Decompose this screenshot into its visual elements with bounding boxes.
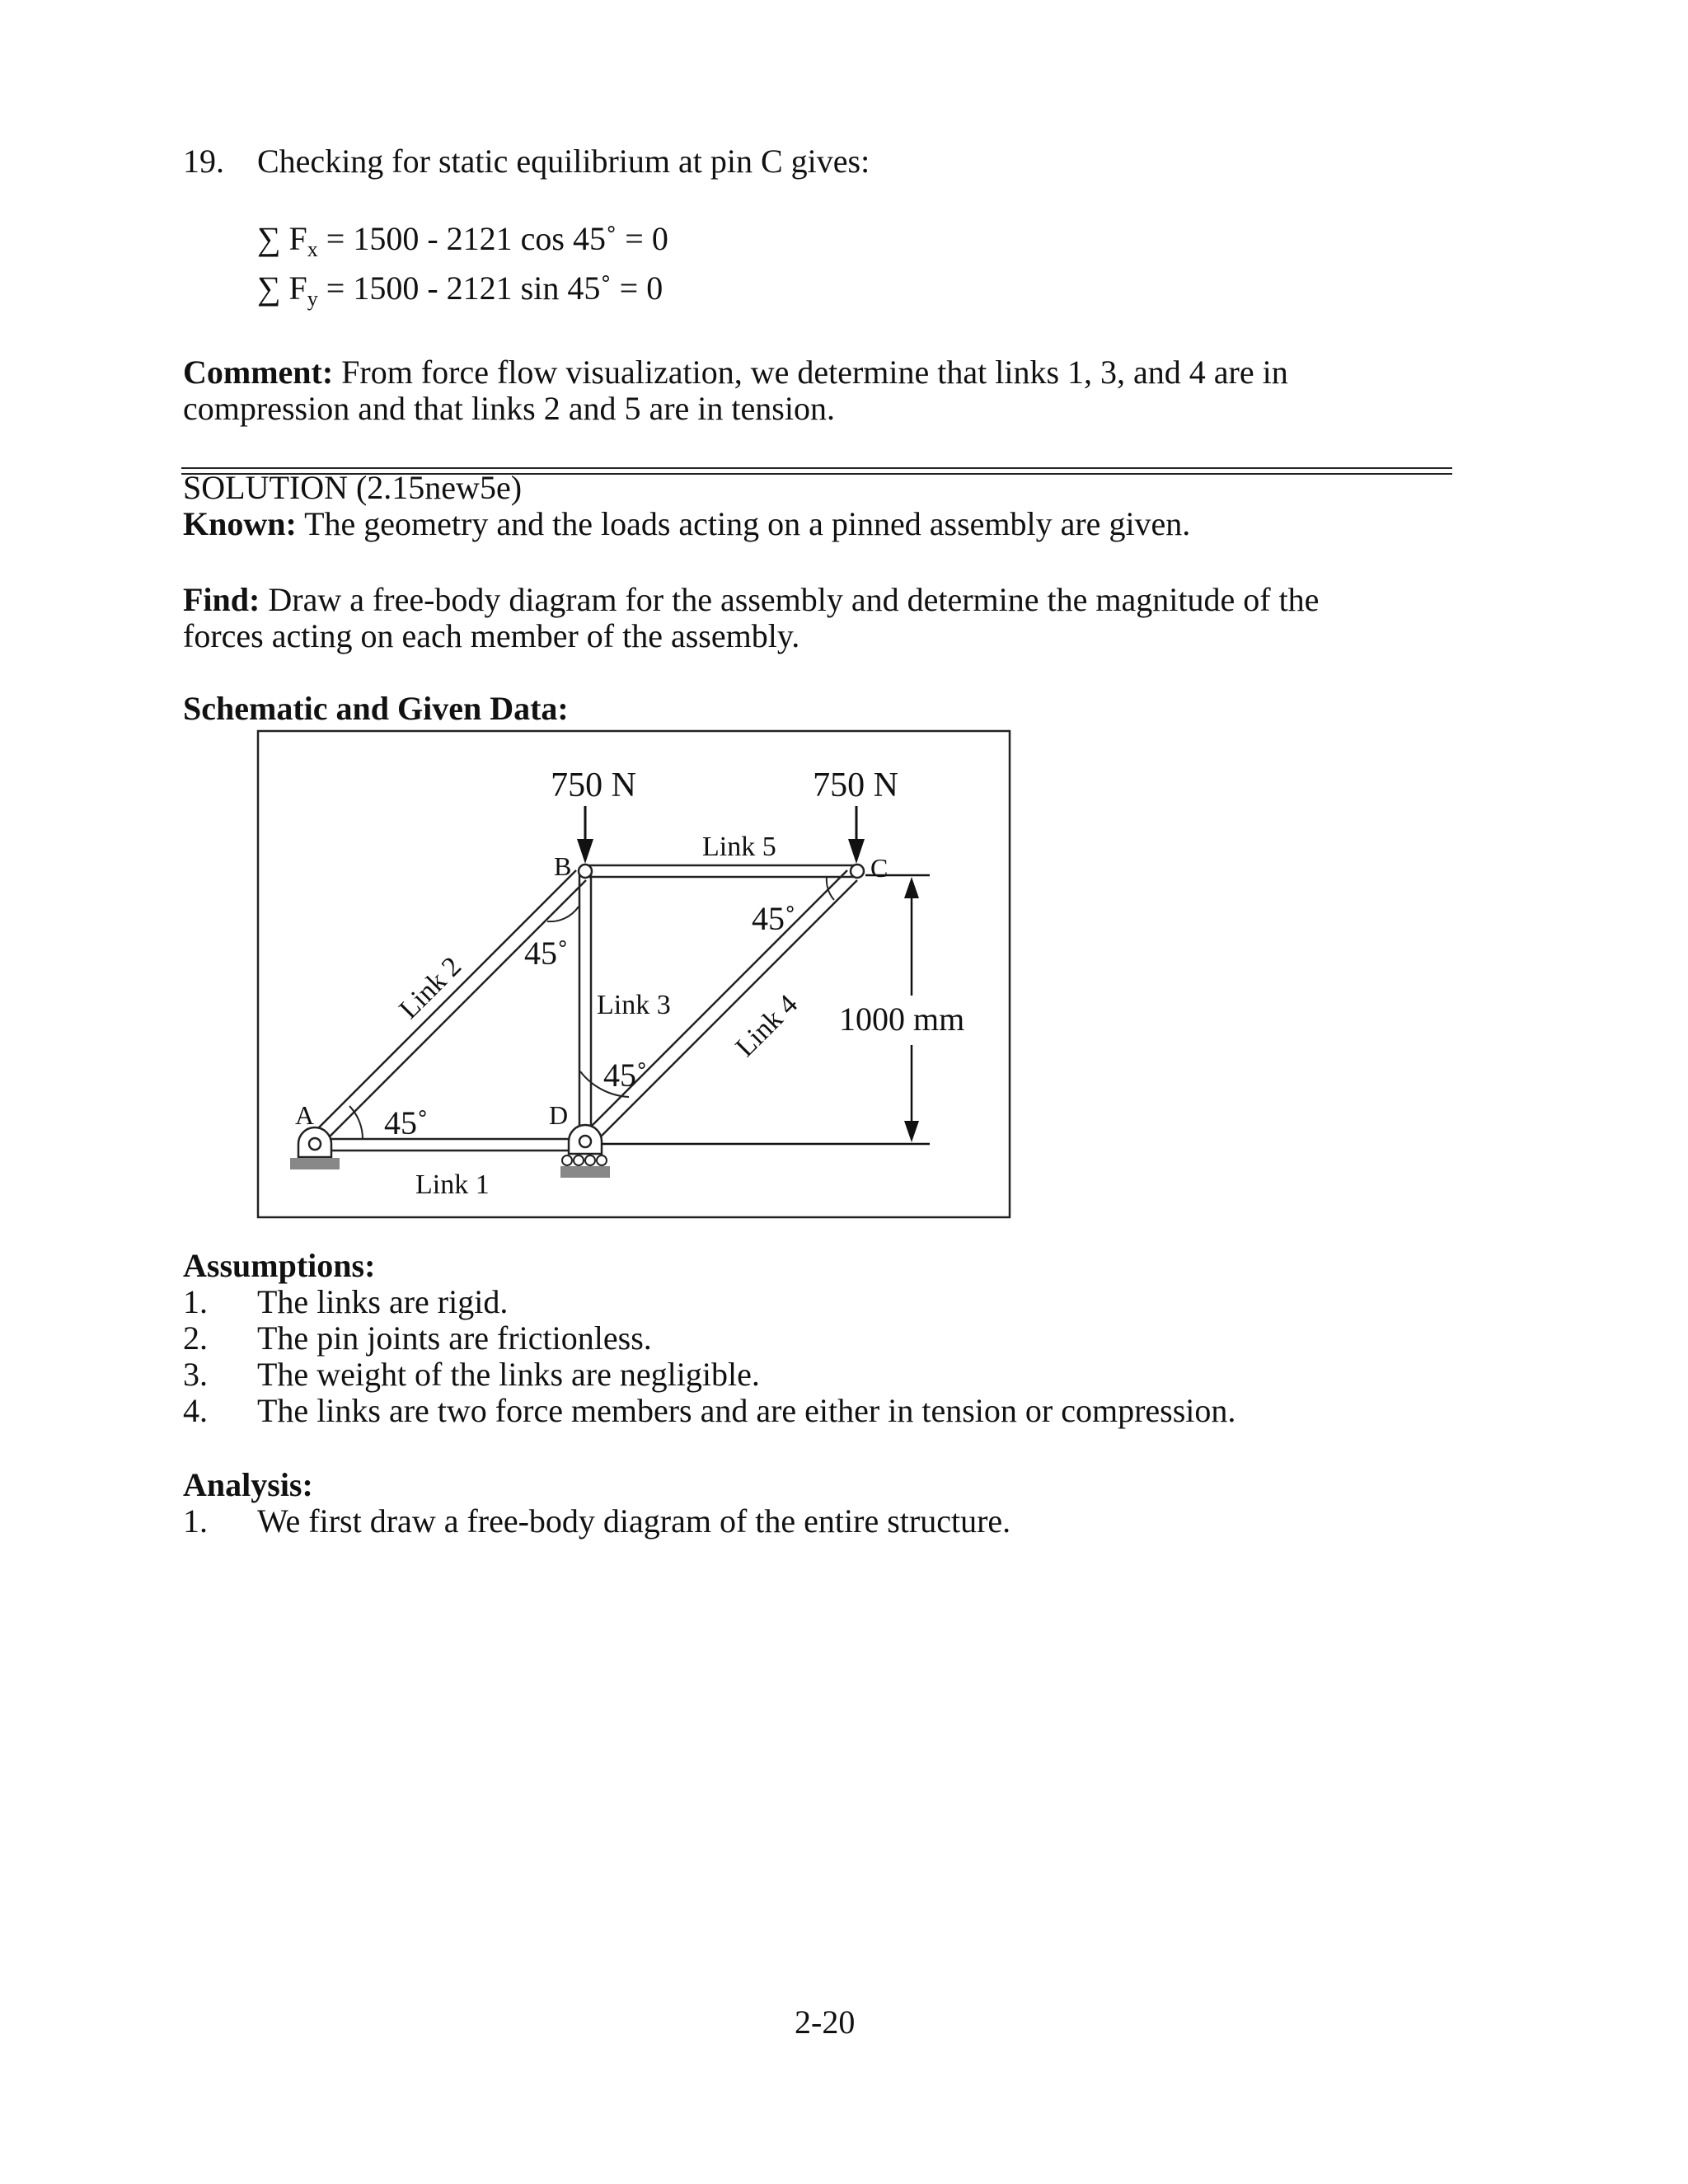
item-number: 3. xyxy=(183,1356,208,1393)
item-number: 19. xyxy=(183,143,224,180)
assumption-item-3 xyxy=(183,1357,760,1393)
assumption-item-1 xyxy=(183,1284,508,1320)
pin-c xyxy=(851,865,864,878)
equation-rhs: = 1500 - 2121 cos 45˚ = 0 xyxy=(317,220,668,257)
link-5-member xyxy=(587,865,860,877)
angle-label-c: 45˚ xyxy=(752,900,796,937)
height-dimension-label: 1000 mm xyxy=(839,1001,965,1038)
link-3-label: Link 3 xyxy=(597,990,671,1020)
subscript-x: x xyxy=(307,237,318,261)
force-symbol: F xyxy=(288,269,307,307)
item-text: The links are two force members and are either in tension or compression. xyxy=(257,1392,1236,1429)
comment-text: From force flow visualization, we determine that links 1, 3, and 4 are in xyxy=(333,354,1288,391)
sigma-symbol: ∑ xyxy=(257,220,281,257)
link-2-member xyxy=(310,870,586,1146)
pin-c-label: C xyxy=(870,853,889,883)
page-number: 2-20 xyxy=(795,2004,856,2041)
load-label-right: 750 N xyxy=(813,766,898,804)
comment-line-2: compression and that links 2 and 5 are in tension. xyxy=(183,390,835,427)
analysis-label: Analysis: xyxy=(183,1466,313,1503)
sigma-symbol: ∑ xyxy=(257,269,281,307)
equation-rhs: = 1500 - 2121 sin 45˚ = 0 xyxy=(317,269,663,307)
angle-label-b: 45˚ xyxy=(524,935,569,972)
pin-d-roller-support xyxy=(560,1125,610,1178)
subscript-y: y xyxy=(307,287,318,311)
pin-d-label: D xyxy=(549,1100,569,1130)
item-number: 1. xyxy=(183,1502,208,1540)
pin-b xyxy=(579,865,592,878)
item-text: The pin joints are frictionless. xyxy=(257,1319,652,1357)
analysis-item-1 xyxy=(183,1503,1010,1540)
link-1-member xyxy=(316,1139,587,1151)
assumption-item-2 xyxy=(183,1320,652,1357)
link-3-member xyxy=(579,874,591,1136)
item-number: 1. xyxy=(183,1283,208,1320)
known-text: The geometry and the loads acting on a pinned assembly are given. xyxy=(296,505,1191,542)
schematic-label: Schematic and Given Data: xyxy=(183,690,569,727)
find-line-2: forces acting on each member of the assembly. xyxy=(183,617,800,654)
find-label: Find: xyxy=(183,581,260,618)
angle-label-d: 45˚ xyxy=(603,1057,648,1094)
known-label: Known: xyxy=(183,505,297,542)
find-text: Draw a free-body diagram for the assembly and determine the magnitude of the xyxy=(260,581,1320,618)
assumptions-label: Assumptions: xyxy=(183,1247,376,1284)
load-arrow-b xyxy=(577,806,593,864)
item-number: 4. xyxy=(183,1392,208,1429)
link-4-label: Link 4 xyxy=(729,989,804,1063)
item-text: The links are rigid. xyxy=(257,1283,509,1320)
pin-b-label: B xyxy=(554,851,572,881)
assumption-item-4 xyxy=(183,1393,1236,1429)
force-symbol: F xyxy=(288,220,307,257)
item-text: Checking for static equilibrium at pin C gives: xyxy=(257,143,870,180)
link-1-label: Link 1 xyxy=(415,1169,490,1200)
link-2-label: Link 2 xyxy=(393,951,468,1025)
angle-label-a: 45˚ xyxy=(384,1104,429,1141)
item-text: The weight of the links are negligible. xyxy=(257,1356,760,1393)
item-number: 2. xyxy=(183,1319,208,1357)
item-text: We first draw a free-body diagram of the entire structure. xyxy=(257,1502,1011,1540)
load-arrow-c xyxy=(848,806,865,864)
link-5-label: Link 5 xyxy=(702,832,776,862)
comment-label: Comment: xyxy=(183,354,334,391)
load-label-left: 750 N xyxy=(551,766,636,804)
solution-header: SOLUTION (2.15new5e) xyxy=(183,469,523,506)
pin-a-label: A xyxy=(295,1100,315,1130)
